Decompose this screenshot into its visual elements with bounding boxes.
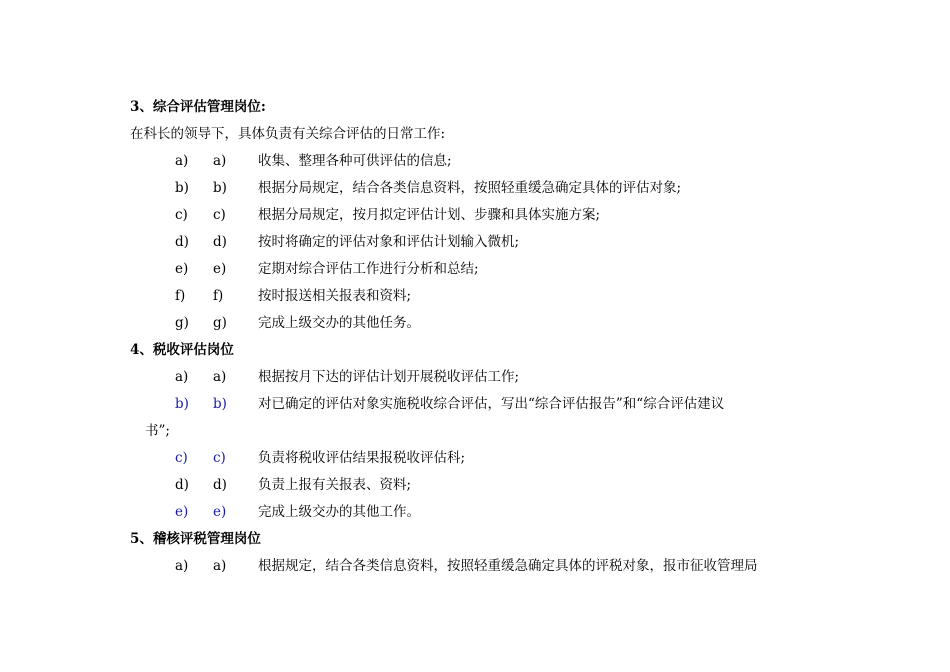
- list-item-text: 收集、整理各种可供评估的信息;: [258, 153, 452, 169]
- list-marker: a): [175, 153, 189, 169]
- list-item-continuation: 书”;: [145, 423, 170, 439]
- list-marker: d): [213, 477, 227, 493]
- list-marker: b): [175, 396, 189, 412]
- section-4-heading: 4、税收评估岗位: [130, 342, 234, 358]
- list-marker: g): [175, 315, 189, 331]
- section-5-heading: 5、稽核评税管理岗位: [130, 531, 261, 547]
- list-item-text: 按时报送相关报表和资料;: [258, 288, 412, 304]
- list-marker: e): [175, 261, 189, 277]
- list-item-text: 根据分局规定，按月拟定评估计划、步骤和具体实施方案;: [258, 207, 601, 223]
- list-item-text: 根据分局规定，结合各类信息资料，按照轻重缓急确定具体的评估对象;: [258, 180, 682, 196]
- list-marker: e): [175, 504, 189, 520]
- list-item-text: 负责上报有关报表、资料;: [258, 477, 412, 493]
- section-3-intro: 在科长的领导下，具体负责有关综合评估的日常工作:: [130, 126, 446, 142]
- list-marker: f): [175, 288, 186, 304]
- list-marker: g): [213, 315, 227, 331]
- list-marker: a): [213, 369, 227, 385]
- list-item-text: 完成上级交办的其他工作。: [258, 504, 420, 520]
- list-marker: d): [175, 234, 189, 250]
- list-marker: b): [213, 180, 227, 196]
- list-marker: f): [213, 288, 224, 304]
- list-marker: b): [213, 396, 227, 412]
- list-item-text: 负责将税收评估结果报税收评估科;: [258, 450, 466, 466]
- list-marker: d): [175, 477, 189, 493]
- list-item-text: 对已确定的评估对象实施税收综合评估，写出“综合评估报告”和“综合评估建议: [258, 396, 725, 412]
- list-marker: b): [175, 180, 189, 196]
- list-marker: a): [175, 558, 189, 574]
- list-item-text: 定期对综合评估工作进行分析和总结;: [258, 261, 479, 277]
- list-item-text: 根据规定，结合各类信息资料，按照轻重缓急确定具体的评税对象，报市征收管理局: [258, 558, 758, 574]
- list-marker: c): [213, 207, 226, 223]
- list-marker: e): [213, 504, 227, 520]
- list-item-text: 完成上级交办的其他任务。: [258, 315, 420, 331]
- list-item-text: 按时将确定的评估对象和评估计划输入微机;: [258, 234, 520, 250]
- list-marker: a): [175, 369, 189, 385]
- list-marker: d): [213, 234, 227, 250]
- list-marker: a): [213, 558, 227, 574]
- list-marker: e): [213, 261, 227, 277]
- list-marker: c): [175, 207, 188, 223]
- list-item-text: 根据按月下达的评估计划开展税收评估工作;: [258, 369, 520, 385]
- list-marker: c): [213, 450, 226, 466]
- section-3-heading: 3、综合评估管理岗位:: [130, 99, 266, 115]
- list-marker: c): [175, 450, 188, 466]
- list-marker: a): [213, 153, 227, 169]
